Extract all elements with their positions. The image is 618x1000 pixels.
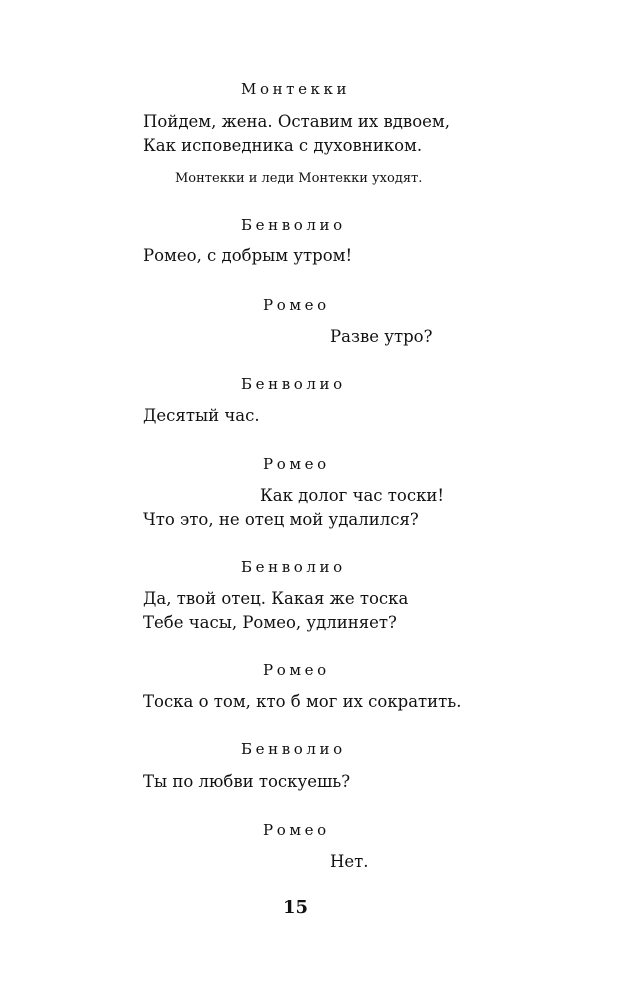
dialogue-line: Тебе часы, Ромео, удлиняет? [143, 613, 397, 632]
dialogue-line: Десятый час. [143, 406, 260, 425]
speaker-name: Ромео [263, 661, 330, 679]
speaker-name: Бенволио [241, 375, 346, 393]
dialogue-line: Ромео, с добрым утром! [143, 246, 353, 265]
dialogue-line: Ты по любви тоскуешь? [143, 772, 351, 791]
dialogue-line: Что это, не отец мой удалился? [143, 510, 419, 529]
speaker-name: Бенволио [241, 740, 346, 758]
dialogue-line: Разве утро? [330, 327, 433, 346]
speaker-name: Ромео [263, 296, 330, 314]
dialogue-line: Нет. [330, 852, 369, 871]
dialogue-line: Пойдем, жена. Оставим их вдвоем, [143, 112, 450, 131]
page-number: 15 [283, 897, 309, 918]
speaker-name: Ромео [263, 821, 330, 839]
speaker-name: Бенволио [241, 558, 346, 576]
dialogue-line: Как долог час тоски! [260, 486, 445, 505]
speaker-name: Ромео [263, 455, 330, 473]
stage-direction: Монтекки и леди Монтекки уходят. [175, 171, 423, 186]
dialogue-line: Как исповедника с духовником. [143, 136, 423, 155]
dialogue-line: Да, твой отец. Какая же тоска [143, 589, 409, 608]
speaker-name: Бенволио [241, 216, 346, 234]
dialogue-line: Тоска о том, кто б мог их сократить. [143, 692, 462, 711]
speaker-name: Монтекки [241, 80, 351, 98]
